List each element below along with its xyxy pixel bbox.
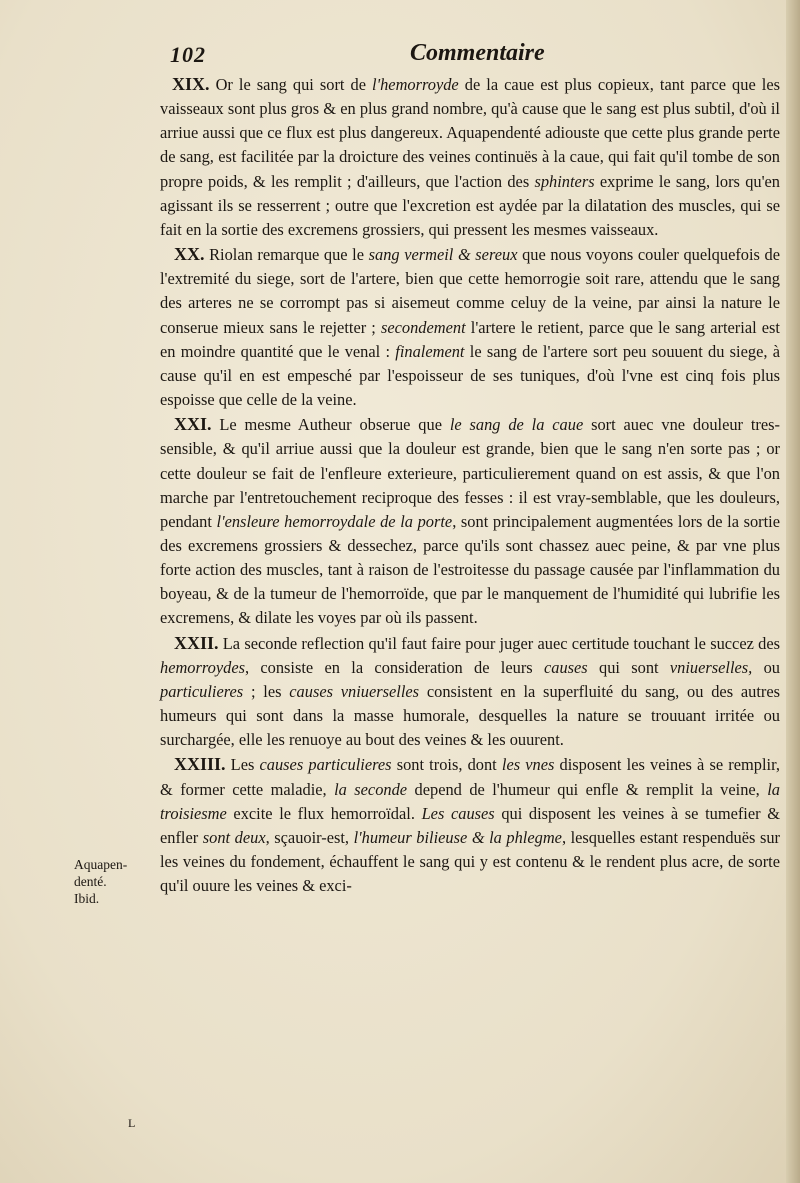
italic-term: le sang de la caue [449, 415, 584, 435]
section-number: XXIII. [174, 754, 226, 775]
corner-mark: L [128, 1116, 136, 1130]
page-edge-shadow [786, 0, 800, 1183]
paragraph-xx [160, 242, 780, 412]
text-run: , consiste en la consideration de leurs [244, 657, 544, 677]
italic-term: sang vermeil & sereux [368, 245, 518, 265]
text-run: , sçauoir-est, [265, 827, 354, 847]
italic-term: vniuerselles, [669, 657, 753, 677]
italic-term: Les causes [421, 803, 495, 823]
text-run: exprime le sang, lors qu'en agissant ils se resserrent ; outre que l'excretion est aydée par la dilatation des muscles, qui se fait en la sortie des excremens grossiers, qui pressent les mesmes vaisseaux. [160, 171, 781, 239]
section-number: XIX. [172, 74, 210, 94]
text-run: de la caue est plus copieux, tant parce que les vaisseaux sont plus gros & en plus grand nombre, qu'à cause que le sang est plus subtil, d'où il arriue aussi que ce flux est plus dangereux. Aquapendenté adiouste que cette plus grande perte de sang, est facilitée par la droicture des veines continuës à la caue, qui fait qu'il tombe de son propre poids, & les remplit ; d'ailleurs, que l'action des [160, 75, 780, 191]
text-run: l'artere le retient, parce que le sang arterial est en moindre quantité que le venal : [160, 317, 780, 361]
section-number: XX. [174, 244, 205, 265]
section-number: XXI. [174, 414, 212, 435]
margin-note-line: Ibid. [74, 891, 100, 906]
italic-term: la seconde [334, 779, 408, 799]
italic-term: finalement [395, 341, 465, 361]
italic-term: causes [543, 657, 588, 677]
italic-term: hemorroydes [160, 657, 245, 677]
italic-term: causes particulieres [259, 755, 392, 775]
text-run: , lesquelles estant respenduës sur les veines du fondement, échauffent le sang qui y est contenu & le rendent plus acre, de sorte qu'il ouure les veines & exci- [160, 827, 780, 896]
text-run: ou [752, 657, 780, 677]
text-run: depend de l'humeur qui enfle & remplit la veine, [407, 779, 768, 799]
running-title: Commentaire [410, 40, 545, 66]
italic-term: les vnes [501, 755, 555, 775]
section-number: XXII. [174, 632, 219, 653]
margin-note [74, 856, 154, 907]
paragraph-xxiii [160, 752, 780, 898]
text-run: La seconde reflection qu'il faut faire pour juger auec certitude touchant le succez des [218, 633, 780, 653]
paragraph-xix [160, 72, 780, 242]
italic-term: l'hemorroyde [372, 75, 459, 94]
text-run: Or le sang qui sort de [209, 75, 373, 94]
italic-term: l'ensleure hemorroydale de la porte [216, 511, 453, 531]
text-run: Le mesme Autheur obserue que [211, 415, 450, 435]
text-run: que nous voyons couler quelquefois de l'extremité du siege, sort de l'artere, bien que cette hemorrogie soit rare, attendu que le sang des arteres ne se corrompt pas si aisemeut comme celuy de la veine, par ainsi la nature le conserue mieux sans le rejetter ; [160, 245, 781, 337]
text-run: ; les [243, 681, 290, 701]
text-run: qui sont [587, 657, 670, 677]
margin-note-line: Aquapen- [74, 857, 128, 872]
italic-term: l'humeur bilieuse & la phlegme [353, 827, 562, 847]
text-run: sont trois, dont [391, 755, 502, 775]
paragraph-xxii [160, 631, 780, 753]
text-run: disposent les veines à se remplir, & former cette maladie, [160, 755, 780, 799]
text-run: excite le flux hemorroïdal. [226, 803, 422, 823]
italic-term: la troisiesme [160, 779, 780, 823]
margin-note-line: denté. [74, 874, 107, 889]
page-number: 102 [170, 42, 206, 67]
italic-term: sont deux [202, 827, 266, 847]
text-run: consistent en la superfluité du sang, ou des autres humeurs qui sont dans la masse humorale, desquelles la nature se trouuant irritée ou surchargée, elle les renuoye au bout des veines & les ouurent. [160, 681, 780, 750]
text-run: sort auec vne douleur tres-sensible, & qu'il arriue aussi que la douleur est grande, bien que le sang n'en sorte pas ; or cette douleur se fait de l'enfleure exterieure, particulierement quand on est assis, & que l'on marche par l'entretouchement reciproque des fesses : il est vray-semblable, que les douleurs, pendant [160, 415, 780, 531]
italic-term: particulieres [160, 681, 244, 701]
paragraph-xxi [160, 412, 780, 630]
text-run: , sont principalement augmentées lors de la sortie des excremens grossiers & dessechez, parce qu'ils sont chassez auec peine, & par vne plus forte action des muscles, tant à raison de l'estroitesse du passage causée par l'inflammation du boyeau, & de la tumeur de l'hemorroïde, que par le manquement de l'humidité qui lubrifie les excremens, & dilate les voyes par où ils passent. [160, 511, 781, 628]
italic-term: causes vniuerselles [289, 681, 420, 701]
text-run: le sang de l'artere sort peu souuent du siege, à cause qu'il en est empesché par l'espoisseur de ses tuniques, d'où l'vne est cinq fois plus espoisse que celle de la veine. [160, 341, 780, 410]
text-run: Riolan remarque que le [204, 245, 369, 265]
body-text [160, 72, 780, 898]
text-run: Les [225, 755, 260, 775]
italic-term: sphinters [534, 171, 595, 191]
italic-term: secondement [380, 317, 466, 337]
page-header [0, 40, 800, 74]
text-run: qui disposent les veines à se tumefier & enfler [160, 803, 780, 847]
